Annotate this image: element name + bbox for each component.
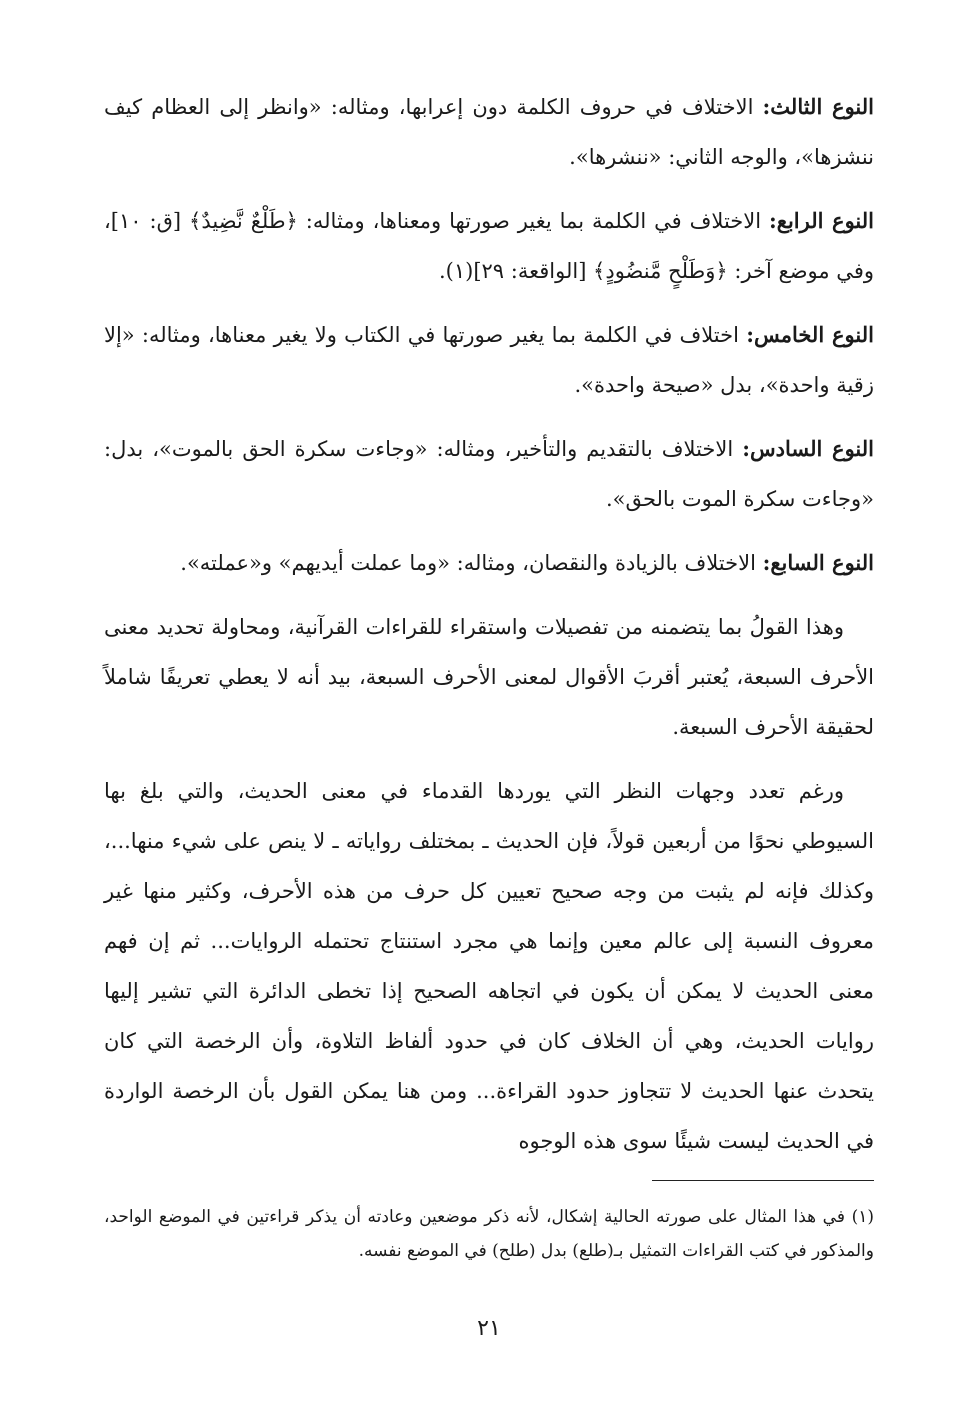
type-3-label: النوع الثالث: [762, 94, 874, 119]
type-4-text: الاختلاف في الكلمة بما يغير صورتها ومعناها، ومثاله: ﴿طَلْعٌ نَّضِيدٌ﴾ [ق: ١٠]، وفي موضع آخر: ﴿وَطَلْحٍ مَّنضُودٍ﴾ [الواقعة: ٢٩](١). [104, 209, 874, 283]
type-4-paragraph [104, 196, 874, 296]
page-number: ٢١ [477, 1316, 501, 1341]
type-5-label: النوع الخامس: [746, 322, 874, 347]
type-5-paragraph [104, 310, 874, 410]
body-paragraph-1: وهذا القولُ بما يتضمنه من تفصيلات واستقراء للقراءات القرآنية، ومحاولة تحديد معنى الأحرف السبعة، يُعتبر أقربَ الأقوال لمعنى الأحرف السبعة، بيد أنه لا يعطي تعريفًا شاملاً لحقيقة الأحرف السبعة. [104, 615, 874, 739]
page-body [104, 82, 874, 1180]
footnote: (١) في هذا المثال على صورته الحالية إشكال، لأنه ذكر موضعين وعادته أن يذكر قراءتين في الموضع الواحد، والمذكور في كتب القراءات التمثيل بـ(طلع) بدل (طلح) في الموضع نفسه. [104, 1207, 874, 1261]
type-7-paragraph [104, 538, 874, 588]
type-3-paragraph [104, 82, 874, 182]
type-4-label: النوع الرابع: [769, 208, 875, 233]
type-5-text: اختلاف في الكلمة بما يغير صورتها في الكتاب ولا يغير معناها، ومثاله: «إلا زقية واحدة»، بدل «صيحة واحدة». [104, 323, 874, 397]
type-7-text: الاختلاف بالزيادة والنقصان، ومثاله: «وما عملت أيديهم» و«عملته». [180, 551, 763, 575]
type-3-text: الاختلاف في حروف الكلمة دون إعرابها، ومثاله: «وانظر إلى العظام كيف ننشزها»، والوجه الثاني: «ننشرها». [104, 95, 874, 169]
type-6-label: النوع السادس: [742, 436, 874, 461]
type-6-paragraph [104, 424, 874, 524]
footnote-divider [652, 1180, 874, 1181]
type-7-label: النوع السابع: [762, 550, 874, 575]
type-6-text: الاختلاف بالتقديم والتأخير، ومثاله: «وجاءت سكرة الحق بالموت»، بدل: «وجاءت سكرة الموت بالحق». [104, 437, 874, 511]
body-paragraph-2: ورغم تعدد وجهات النظر التي يوردها القدماء في معنى الحديث، والتي بلغ بها السيوطي نحوًا من أربعين قولاً، فإن الحديث ـ بمختلف رواياته ـ لا ينص على شيء منها...، وكذلك فإنه لم يثبت من وجه صحيح تعيين كل حرف من هذه الأحرف، وكثير منها غير معروف النسبة إلى عالم معين وإنما هي مجرد استنتاج تحتمله الروايات... ثم إن فهم معنى الحديث لا يمكن أن يكون في اتجاهه الصحيح إذا تخطى الدائرة التي تشير إليها روايات الحديث، وهي أن الخلاف كان في حدود ألفاظ التلاوة، وأن الرخصة التي كان يتحدث عنها الحديث لا تتجاوز حدود القراءة... ومن هنا يمكن القول بأن الرخصة الواردة في الحديث ليست شيئًا سوى هذه الوجوه [104, 779, 874, 1153]
